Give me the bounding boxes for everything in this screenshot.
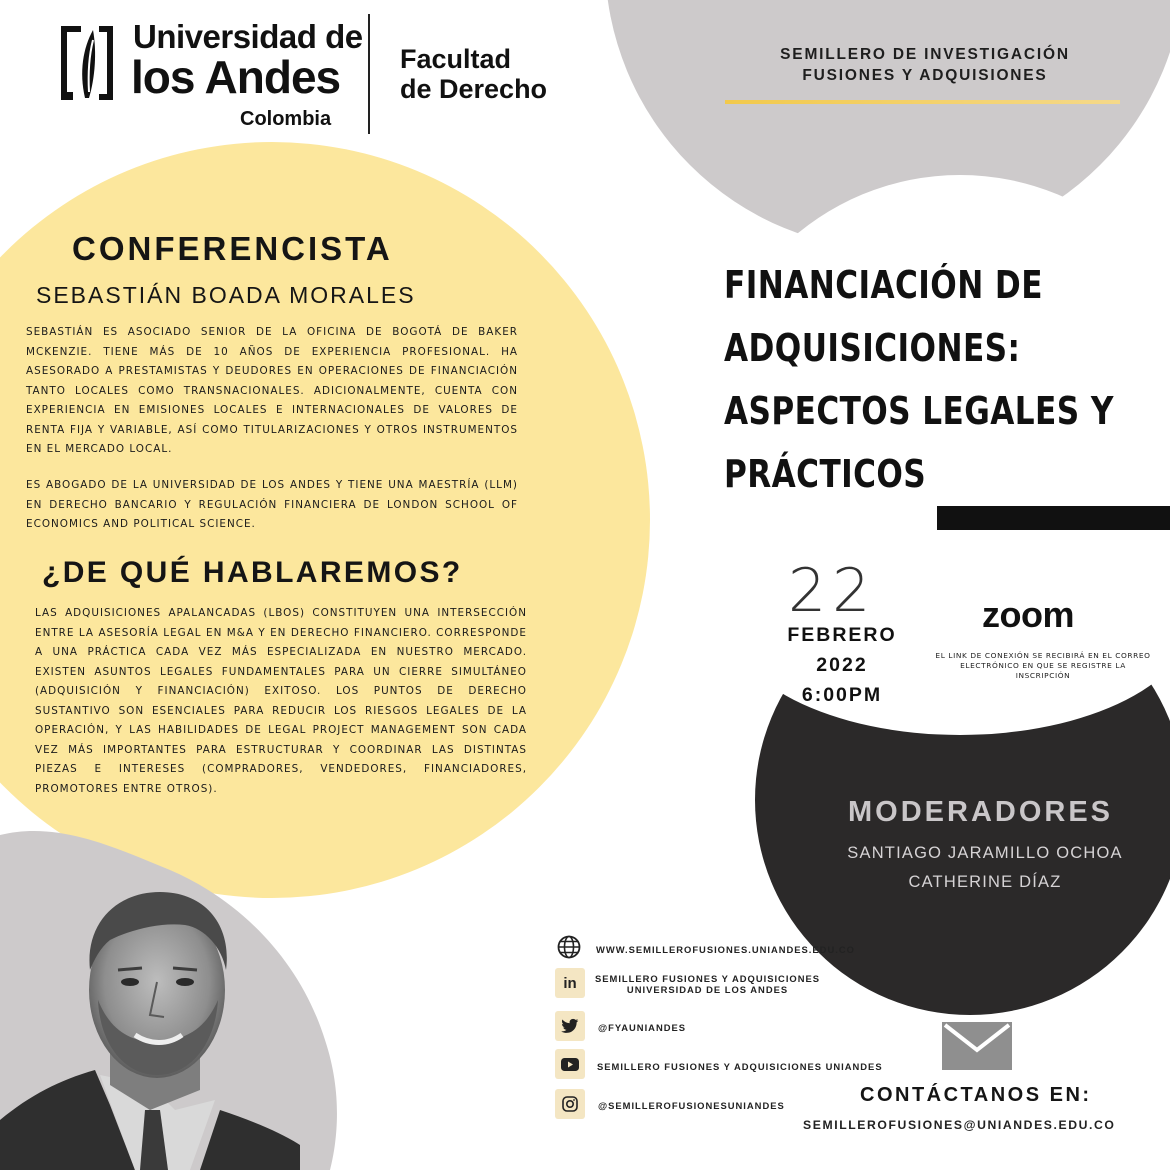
accent-bar: [725, 100, 1120, 104]
twitter-link[interactable]: @FYAUNIANDES: [598, 1022, 686, 1033]
speaker-bio-paragraph-1: SEBASTIÁN ES ASOCIADO SENIOR DE LA OFICINA DE BOGOTÁ DE BAKER MCKENZIE. TIENE MÁS DE 10 AÑOS DE EXPERIENCIA PROFESIONAL. HA ASESORADO A PRESTAMISTAS Y DEUDORES EN OPERACIONES DE FINANCIACIÓN TANTO LOCALES COMO TRANSNACIONALES. ADICIONALMENTE, CUENTA CON EXPERIENCIA EN EMISIONES LOCALES E INTERNACIONALES DE VALORES DE RENTA FIJA Y VARIABLE, ASÍ COMO TITULARIZACIONES Y OTROS INSTRUMENTOS EN EL MERCADO LOCAL.: [26, 326, 518, 455]
linkedin-line1: SEMILLERO FUSIONES Y ADQUISICIONES: [595, 973, 821, 984]
globe-icon: [554, 932, 584, 962]
event-day: 22: [788, 556, 877, 626]
university-name-line2: los Andes: [131, 51, 341, 103]
event-month: FEBRERO: [787, 624, 897, 646]
topic-description: LAS ADQUISICIONES APALANCADAS (LBOS) CONSTITUYEN UNA INTERSECCIÓN ENTRE LA ASESORÍA LEGAL EN M&A Y EN DERECHO FINANCIERO. CORRESPONDE A UNA PRÁCTICA CADA VEZ MÁS ESPECIALIZADA EN NUESTRO MERCADO. EXISTEN ASUNTOS LEGALES FUNDAMENTALES PARA UN CIERRE SIMULTÁNEO (ADQUISICIÓN Y FINANCIACIÓN) EXITOSO. LOS PUNTOS DE DERECHO SUSTANTIVO SON ESENCIALES PARA REDUCIR LOS RIESGOS LEGALES DE LA OPERACIÓN, Y LAS HABILIDADES DE LEGAL PROJECT MANAGEMENT SON CADA VEZ MÁS IMPORTANTES PARA ESTRUCTURAR Y COORDINAR LAS DISTINTAS PIEZAS E INTERESES (COMPRADORES, VENDEDORES, FINANCIADORES, PROMOTORES ENTRE OTROS).: [35, 607, 527, 795]
contact-heading: CONTÁCTANOS EN:: [860, 1084, 1092, 1106]
speaker-name: SEBASTIÁN BOADA MORALES: [36, 282, 416, 308]
faculty-line1: Facultad: [400, 44, 512, 74]
university-name-line1: Universidad de: [133, 18, 363, 55]
title-underline-bar: [937, 506, 1170, 530]
white-strip: [540, 1130, 560, 1131]
zoom-logo: zoom: [982, 594, 1074, 635]
speaker-bio-paragraph-2: ES ABOGADO DE LA UNIVERSIDAD DE LOS ANDES Y TIENE UNA MAESTRÍA (LLM) EN DERECHO BANCARIO Y REGULACIÓN FINANCIERA DE LONDON SCHOOL OF ECONOMICS AND POLITICAL SCIENCE.: [26, 479, 518, 530]
speaker-heading: CONFERENCISTA: [72, 230, 393, 267]
event-date: [772, 620, 912, 710]
uniandes-logo-mark: [55, 22, 125, 104]
event-title-line1: FINANCIACIÓN DE: [724, 263, 1043, 307]
instagram-icon[interactable]: [555, 1089, 585, 1119]
logo-divider: [368, 14, 370, 134]
event-time: 6:00PM: [801, 684, 883, 706]
semillero-title-line2: FUSIONES Y ADQUISIONES: [802, 67, 1048, 84]
university-country: Colombia: [240, 108, 332, 130]
event-title-line4: PRÁCTICOS: [724, 452, 927, 496]
linkedin-link[interactable]: [595, 973, 820, 995]
event-title-line2: ADQUISICIONES:: [724, 326, 1021, 370]
youtube-icon[interactable]: [555, 1049, 585, 1079]
linkedin-line2: UNIVERSIDAD DE LOS ANDES: [626, 984, 789, 995]
instagram-link[interactable]: @SEMILLEROFUSIONESUNIANDES: [598, 1100, 785, 1111]
event-year: 2022: [816, 654, 868, 676]
moderator-name-1: SANTIAGO JARAMILLO OCHOA: [847, 844, 1123, 862]
speaker-portrait: [0, 870, 300, 1170]
zoom-note: EL LINK DE CONEXIÓN SE RECIBIRÁ EN EL CORREO ELECTRÓNICO EN QUE SE REGISTRE LA INSCRIPCIÓN: [935, 651, 1151, 680]
moderator-name-2: CATHERINE DÍAZ: [908, 873, 1062, 891]
semillero-title: [730, 44, 1120, 86]
contact-email[interactable]: SEMILLEROFUSIONES@UNIANDES.EDU.CO: [803, 1118, 1116, 1132]
twitter-icon[interactable]: [555, 1011, 585, 1041]
linkedin-icon[interactable]: in: [555, 968, 585, 998]
faculty-line2: de Derecho: [400, 74, 548, 104]
envelope-icon: [942, 1022, 1012, 1070]
event-title-line3: ASPECTOS LEGALES Y: [724, 389, 1114, 433]
semillero-title-line1: SEMILLERO DE INVESTIGACIÓN: [780, 46, 1070, 63]
moderators-heading: MODERADORES: [848, 796, 1114, 828]
youtube-link[interactable]: SEMILLERO FUSIONES Y ADQUISICIONES UNIANDES: [597, 1061, 883, 1072]
faculty-name: [400, 44, 547, 104]
topic-heading: ¿DE QUÉ HABLAREMOS?: [42, 556, 463, 589]
event-title: [724, 254, 1150, 506]
website-link[interactable]: WWW.SEMILLEROFUSIONES.UNIANDES.EDU.CO: [596, 944, 855, 955]
